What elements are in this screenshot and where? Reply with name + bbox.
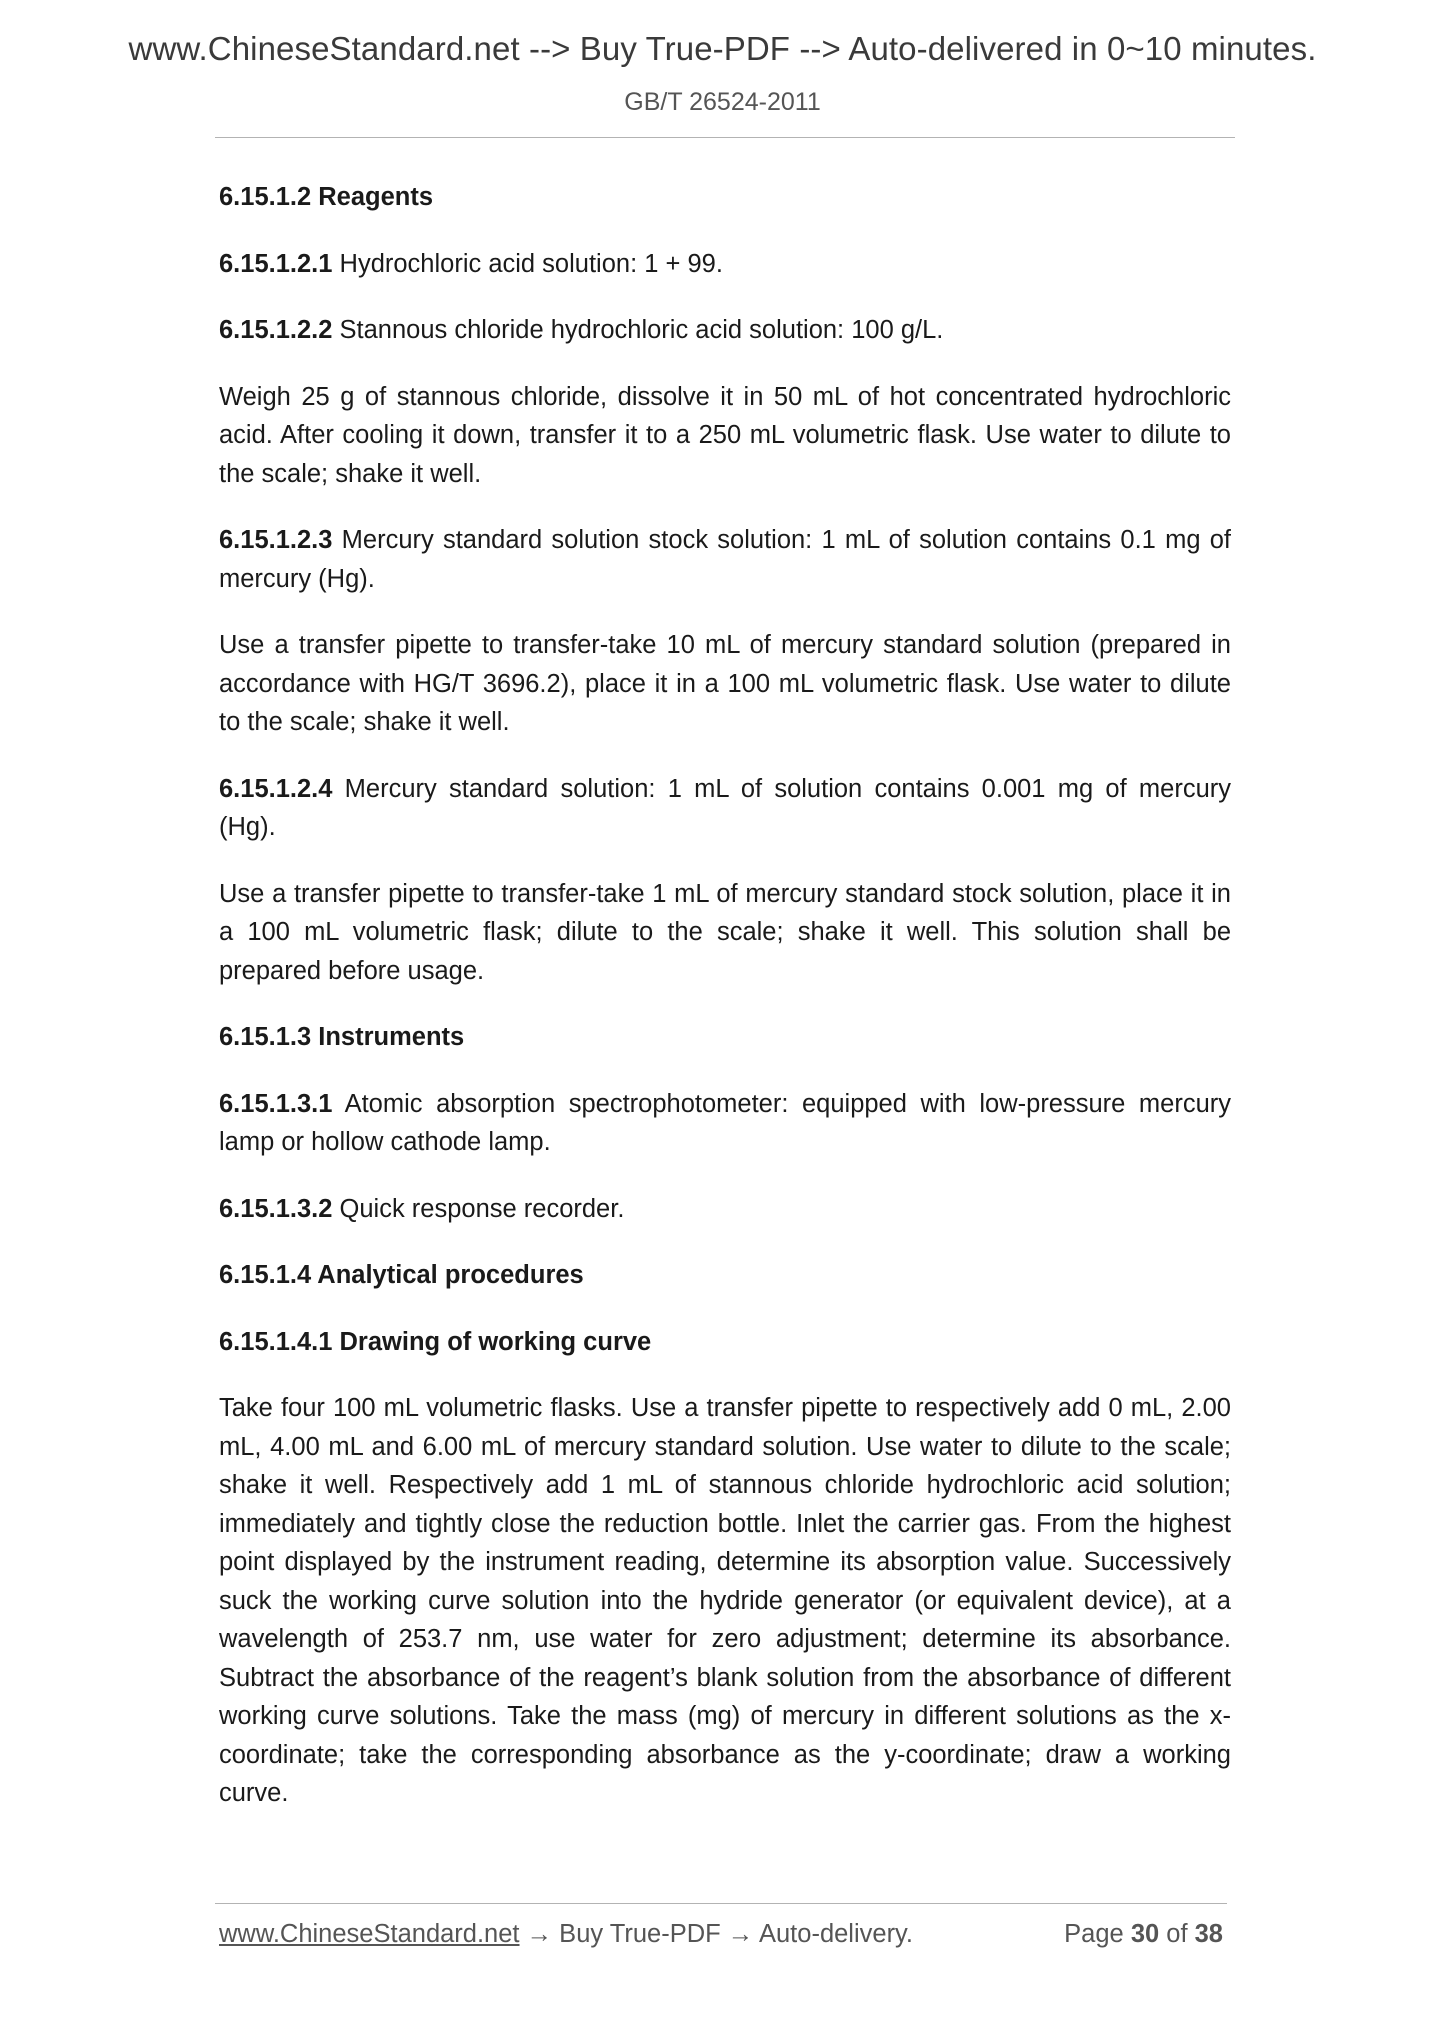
clause-text: Stannous chloride hydrochloric acid solution: 100 g/L. [332,316,944,344]
page-word: Page [1064,1920,1131,1948]
paragraph-spectrophotometer [219,1085,1231,1162]
clause-text: Mercury standard solution stock solution: 1 mL of solution contains 0.1 mg of mercury (Hg). [219,526,1231,593]
footer-tagline: → Buy True-PDF → Auto-delivery. [519,1920,913,1948]
clause-number: 6.15.1.3.2 [219,1194,333,1223]
clause-number: 6.15.1.2.4 [219,774,333,803]
paragraph-mercury-standard-preparation: Use a transfer pipette to transfer-take 1 mL of mercury standard stock solution, place it in a 100 mL volumetric flask; dilute to the scale; shake it well. This solution shall be prepared before usage. [219,879,1231,985]
header-divider [215,137,1235,138]
section-heading-procedures: 6.15.1.4 Analytical procedures [219,1261,584,1289]
top-banner: www.ChineseStandard.net --> Buy True-PDF --> Auto-delivered in 0~10 minutes. [128,30,1317,67]
clause-number: 6.15.1.3.1 [219,1089,333,1118]
footer-website-link[interactable]: www.ChineseStandard.net [219,1920,520,1948]
paragraph-stannous-preparation: Weigh 25 g of stannous chloride, dissolve it in 50 mL of hot concentrated hydrochloric acid. After cooling it down, transfer it to a 250 mL volumetric flask. Use water to dilute to the scale; shake it well. [219,382,1231,488]
clause-text: Mercury standard solution: 1 mL of solution contains 0.001 mg of mercury (Hg). [219,774,1231,841]
clause-text: Hydrochloric acid solution: 1 + 99. [332,249,723,278]
footer-left [219,1920,913,1949]
paragraph-mercury-standard [219,770,1231,847]
footer-divider [215,1903,1227,1904]
paragraph-working-curve: Take four 100 mL volumetric flasks. Use a transfer pipette to respectively add 0 mL, 2.00 mL, 4.00 mL and 6.00 mL of mercury standard solution. Use water to dilute to the scale; shake it well. Respectively add 1 mL of stannous chloride hydrochloric acid solution; immediately and tightly close the reduction bottle. Inlet the carrier gas. From the highest point displayed by the instrument reading, determine its absorption value. Successively suck the working curve solution into the hydride generator (or equivalent device), at a wavelength of 253.7 nm, use water for zero adjustment; determine its absorbance. Subtract the absorbance of the reagent’s blank solution from the absorbance of different working curve solutions. Take the mass (mg) of mercury in different solutions as the x-coordinate; take the corresponding absorbance as the y-coordinate; draw a working curve. [219,1394,1231,1807]
of-word: of [1159,1920,1195,1948]
section-heading-working-curve: 6.15.1.4.1 Drawing of working curve [219,1327,652,1356]
section-heading-reagents: 6.15.1.2 Reagents [219,183,434,211]
clause-number: 6.15.1.2.3 [219,526,333,554]
clause-number: 6.15.1.2.1 [219,249,333,278]
page-indicator [1064,1920,1223,1949]
paragraph-stannous-chloride [219,311,1231,350]
document-code: GB/T 26524-2011 [624,88,821,116]
clause-text: Quick response recorder. [332,1194,625,1223]
page-number: 30 [1130,1920,1160,1948]
section-heading-instruments: 6.15.1.3 Instruments [219,1023,465,1051]
paragraph-hydrochloric-acid [219,245,1231,284]
paragraph-recorder [219,1190,1231,1229]
paragraph-mercury-stock [219,521,1231,598]
clause-number: 6.15.1.2.2 [219,316,333,344]
page-total: 38 [1194,1920,1223,1948]
paragraph-mercury-stock-preparation: Use a transfer pipette to transfer-take 10 mL of mercury standard solution (prepared in accordance with HG/T 3696.2), place it in a 100 mL volumetric flask. Use water to dilute to the scale; shake it well. [219,631,1231,736]
document-body [219,178,1231,1841]
clause-text: Atomic absorption spectrophotometer: equipped with low-pressure mercury lamp or hollow cathode lamp. [219,1089,1231,1156]
